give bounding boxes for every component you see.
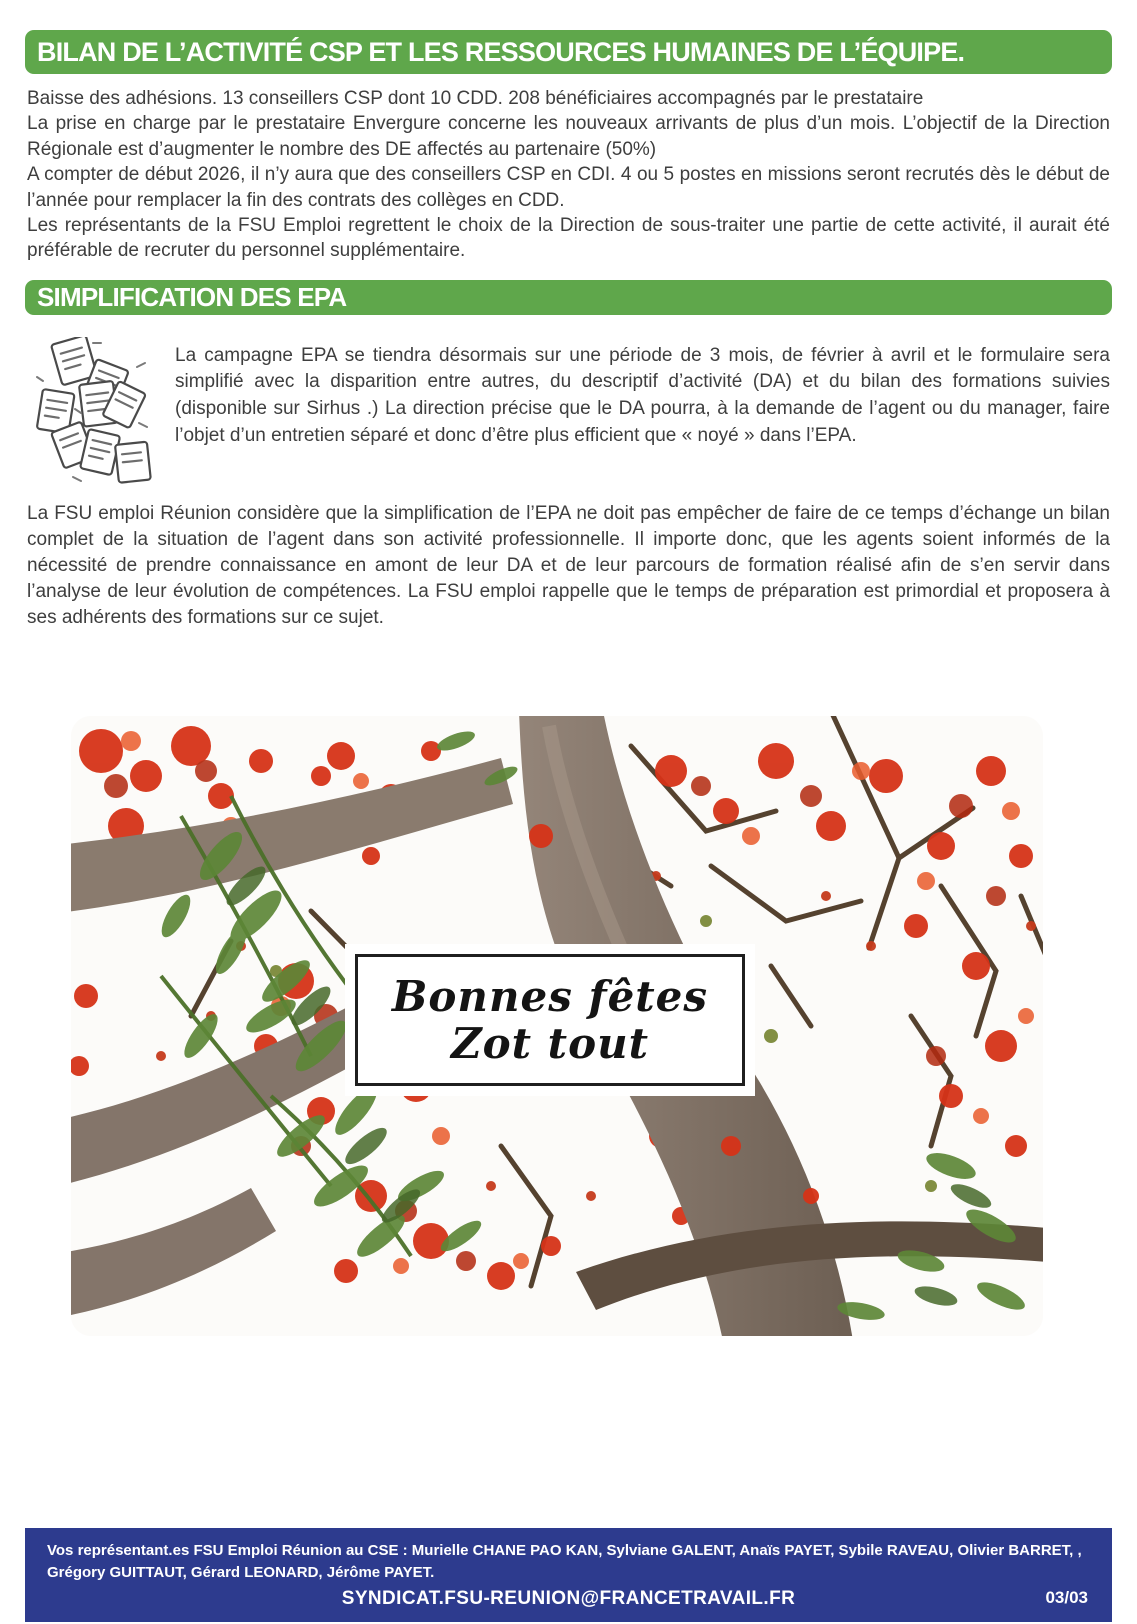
epa-section (27, 337, 1110, 487)
cse-representatives: Vos représentant.es FSU Emploi Réunion au CSE : Murielle CHANE PAO KAN, Sylviane GALENT, Anaïs PAYET, Sybile RAVEAU, Olivier BARRET, , Grégory GUITTAUT, Gérard LEONARD, Jérôme PAYET. (47, 1542, 1082, 1581)
scattered-papers-icon (27, 337, 159, 487)
footer-row (47, 1588, 1090, 1610)
body-paragraph: Baisse des adhésions. 13 conseillers CSP dont 10 CDD. 208 bénéficiaires accompagnés par le prestataire (27, 88, 924, 109)
epa-section-banner (25, 280, 1112, 315)
contact-email[interactable]: SYNDICAT.FSU-REUNION@FRANCETRAVAIL.FR (341, 1587, 796, 1609)
body-paragraph: La prise en charge par le prestataire Envergure concerne les nouveaux arrivants de plus d’un mois. L’objectif de la Direction Régionale est d’augmenter le nombre des DE affectés au partenaire (50%) (27, 113, 1110, 160)
flamboyant-tree-photo (71, 716, 1043, 1336)
greeting-line-2: Zot tout (450, 1018, 650, 1068)
csp-section-banner (25, 30, 1112, 74)
greeting-banner (345, 944, 755, 1096)
footer-bar (25, 1528, 1112, 1622)
epa-body-paragraph: La FSU emploi Réunion considère que la simplification de l’EPA ne doit pas empêcher de faire de ce temps d’échange un bilan complet de la situation de l’agent dans son activité professionnelle. Il importe donc, que les agents soient informés de la nécessité de prendre connaissance en amont de leur DA et de leur parcours de formation réalisé afin de s’en servir dans l’analyse de leur évolution de compétences. La FSU emploi rappelle que le temps de préparation est primordial et proposera à ses adhérents des formations sur ce sujet. (27, 502, 1110, 628)
greeting-line-1: Bonnes fêtes (391, 971, 709, 1021)
csp-section-title: BILAN DE L’ACTIVITÉ CSP ET LES RESSOURCES HUMAINES DE L’ÉQUIPE. (37, 37, 965, 67)
epa-section-title: SIMPLIFICATION DES EPA (37, 281, 347, 312)
page-number: 03/03 (1045, 1587, 1088, 1607)
greeting-banner-frame (355, 954, 745, 1086)
epa-intro-paragraph: La campagne EPA se tiendra désormais sur une période de 3 mois, de février à avril et le formulaire sera simplifié avec la disparition entre autres, du descriptif d’activité (DA) et du bilan des formations suivies (disponible sur Sirhus .) La direction précise que le DA pourra, à la demande de l’agent ou du manager, faire l’objet d’un entretien séparé et donc d’être plus efficient que « noyé » dans l’EPA. (175, 344, 1110, 446)
body-paragraph: Les représentants de la FSU Emploi regrettent le choix de la Direction de sous-traiter une partie de cette activité, il aurait été préférable de recruter du personnel supplémentaire. (27, 215, 1110, 262)
body-paragraph: A compter de début 2026, il n’y aura que des conseillers CSP en CDI. 4 ou 5 postes en missions seront recrutés dès le début de l’année pour remplacer la fin des contrats des collèges en CDD. (27, 164, 1110, 211)
csp-section (27, 86, 1110, 264)
